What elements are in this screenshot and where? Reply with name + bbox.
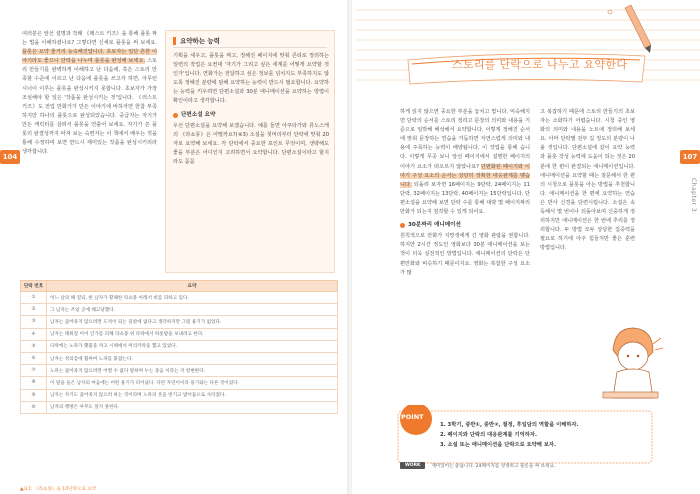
row-number: ③ [21,316,47,328]
row-summary: 다락에는 노파가 횃불을 켜고 시체에서 머리카락을 뽑고 있었다. [47,340,338,352]
title-bar-icon [173,37,176,45]
point-item: 1. 3학기, 중반①, 중반②, 절정, 후일담의 역할을 이해하자. [440,422,579,428]
table-row [21,328,338,340]
left-page [0,0,348,494]
body-text: 되돌려 보자면 16페이지는 9단락, 24페이지는 11단락, 32페이지는 13단락, 40페이지는 15단락입니다. 단편소설을 요약해 보면 단락 수를 통해 대략 몇 페이지짜리 만화가 되는지 짐작할 수 있게 되어요. [400,181,530,216]
anime-paragraph: 원칙적으로 만화가 지망생에게 긴 영화 관람을 권합니다. 하지만 2시간 정도인 영화보다 30분 애니메이션을 보는 것이 더욱 실전적인 방법입니다. 애니메이션의 단락은 단편만화와 비슷하기 때문이지요. 영화는 복잡한 구성 요소가 많 [400,233,530,276]
row-summary: 남자의 행방은 아무도 알지 못한다. [47,401,338,413]
sidebar-subhead [173,111,329,120]
left-body-column [22,30,157,159]
table-row [21,316,338,328]
work-badge: WORK [400,462,425,469]
table-row [21,340,338,352]
row-summary: 어느 날의 해 질녘, 한 남자가 황폐한 라쇼몽 아래서 비를 피하고 있다. [47,292,338,304]
right-body-column-2 [540,108,635,256]
table-row [21,401,338,413]
table-row [21,292,338,304]
body-text: 여러분은 앞선 설명과 작례 《래스트 키즈》을 통해 플롯 짜는 법을 이해하셨나요? 그렇다면 신세로 플롯을 써 보세요. [22,31,157,47]
point-item: 3. 소설 또는 애니메이션을 단락으로 요약해 보자. [440,442,556,448]
row-number: ⑨ [21,389,47,401]
chapter-title: 스토리를 단락으로 나누고 요약한다 [452,58,628,71]
sidebar-subhead-text: 단편소설 요약 [181,111,216,118]
sidebar-title-text: 요약하는 능력 [180,37,220,45]
row-summary: 이 말을 들은 남자의 마음에는 어떤 용기가 피어났다. 다만 자연이이라 용기와는 다른 것이었다. [47,377,338,389]
sidebar-summary-box [165,30,335,273]
table-row [21,304,338,316]
right-col1-paragraph [400,108,530,217]
left-page-number: 104 [0,150,20,164]
table-header-no: 단락 번호 [21,281,47,292]
point-item: 2. 페이지와 단락의 대응관계를 기억하자. [440,432,537,438]
row-summary: 노파는 굶어죽지 않으려면 어쩔 수 없다 말하며 누는 중음 이라는 지 항변한다. [47,365,338,377]
row-summary: 남자는 자기도 굶어죽지 않으려 하는 짓이라며 노파의 옷을 벗기고 밤어둠으로 사라졌다. [47,389,338,401]
table-header-summary: 요약 [47,281,338,292]
point-items [440,420,650,450]
row-summary: 그 남자는 쓰일 곳에 해고당했다. [47,304,338,316]
table-caption: ▲표1: 《라쇼몽》을 10단락으로 요약 [20,487,97,492]
body-text: 스토리 만들기를 완벽하게 이해하고 난 다음에, 혹은 스토리 만족할 수준에 이르고 난 다음에 플롯을 쓰고자 하면, 아무런 시너이 이루는 플롯을 완성시키지 못합니다. 초보자가 가장 조심해야 할 일은 '작품을 완성시키는 것'입니다. 《러스트 키즈》도 전업 만화가가 만든 이야기에 비하자면 한참 부족하지만 하나의 플롯으로 완성되었습니다. 중급자는 자기가 만든 캐릭터를 살려서 플롯을 연출어 보세요. 자기가 쓴 플롯의 완결성까지 따져 보는 숙련자는 이 책에서 배우는 것을 통해 수정하며 보면 반드시 재미있는 작품을 완성시키리라 생각합니다. [22,58,157,156]
sidebar-sub-paragraph: 우선 단편소설을 요약해 보겠습니다. 예를 들면 아쿠타가와 류노스케의 《라쇼몽》은 어떨까요?(※3) 소설을 첫머리부터 단락에 맞춰 20자로 요약해 보세요. 각 단락에서 중요한 포인트 무엇이며, 생략해도 좋을 부분은 어디인지 고려하면서 요약합니다. 단편소설이라고 할지라도 꼼꼼 [173,122,329,166]
row-number: ⑩ [21,401,47,413]
row-summary: 남자는 정의감에 휩싸여 노파를 붙잡는다. [47,352,338,364]
chapter-tag: Chapter 3 [690,178,697,213]
right-body-column-1 [400,108,530,280]
anime-subhead [400,221,530,230]
right-col2-paragraph: 고 복잡하기 때문에 스토리 만들기의 초보자는 소화하기 어렵습니다. 시청 중인 영화의 의미와 내용을 노트에 정리해 보세요. 아마 단락별 전부 길 정도의 분량이 나올 것입니다. 단편소설에 같이 요약 능력과 플롯 작성 능력에 도움이 되는 것은 20분에 한 편이 완결되는 애니메이션입니다. 애니메이션을 요약할 때는 질문해서 한 편의 시청으로 플롯을 아는 방법을 추천합니다. 애니메이션을 한 편에 요약하는 연습은 반사 신경을 단련시킵니다. 소설은 속독해서 몇 번이나 되돌아보며 신중하게 정리하지만 애니메이션은 한 번에 추리를 정리합니다. 두 방법 모두 상당한 집중력을 필요로 하기에 아주 힘들지만 좋은 훈련 방법입니다. [540,109,635,252]
highlighted-text: 단편화된 페이지와 이야기 구성 요소의 순서는 상당히 정확한 대응관계를 맺습니다. [400,163,530,188]
row-summary: 남자는 태워질 이어 인가를 피해 라쇼몽 위 다락에서 하룻밤을 보내려고 한다. [47,328,338,340]
right-page-number: 107 [680,150,700,164]
sidebar-title [173,35,327,48]
row-number: ⑦ [21,365,47,377]
row-number: ① [21,292,47,304]
body-paragraph [22,30,157,157]
table-row [21,352,338,364]
row-number: ⑧ [21,377,47,389]
work-row [400,462,650,469]
anime-subhead-text: 30분짜리 애니메이션 [408,222,461,229]
summary-table [20,280,338,414]
row-number: ⑤ [21,340,47,352]
work-text: 재미있어는 좋습니다. 24페이지를 상정하고 플롯을 짜 보세요. [431,463,556,469]
table-row [21,365,338,377]
row-number: ⑥ [21,352,47,364]
bullet-dot-icon [173,113,178,118]
row-summary: 남자는 굶어죽지 않으려면 도적이 되는 길밖에 없다고 생각하지만 그럴 용기가 없었다. [47,316,338,328]
bullet-dot-icon [400,223,405,228]
row-number: ② [21,304,47,316]
sidebar-paragraph: 기획을 세우고, 플롯을 짜고, 정해진 페이지에 맞춰 콘티로 정리하는 일련의 작업은 요컨대 '자기가 그리고 싶은 세계를 어떻게 요약할 것인가'입니다. 연화가는 전달하고 싶은 정보를 넘치지도 부족하지도 않도록 정해진 분량에 담해 요약하는 능력이 반드시 필요합니다. 요약하는 능력을 키우려면 단편소설과 30분 애니메이션을 요약하는 방법이 확인이라고 생각합니다. [173,53,329,105]
table-row [21,389,338,401]
table-row [21,377,338,389]
highlighted-text: 플롯은 요약 줄거리 능숙해진답니다. 초보자는 일단 흔한 이야기라도 좋으니 단락을 나누며 플롯을 완성해 보세요. [22,49,157,65]
character-illustration [595,320,665,405]
point-label: POINT [401,413,424,421]
body-text: 하게 읽지 않으면 중요한 부분을 놓치고 맙니다. 익숙해지면 단락의 순서를 스토리 정리고 문장의 의미와 내용을 기준으로 임박해 해석해서 요약합니다. 이렇게 정해진 순서에 맞춰 문장하는 연습을 거듭하면 자연스럽게 의미와 내용에 주목하는 능력이 배양됩니다. 이 작업을 통해 습니다. 이렇게 무곳 보니 앞선 페이지에서 설명한 페이지의 이야기 요소가 떠오르지 않았나요? [400,109,530,170]
row-number: ④ [21,328,47,340]
